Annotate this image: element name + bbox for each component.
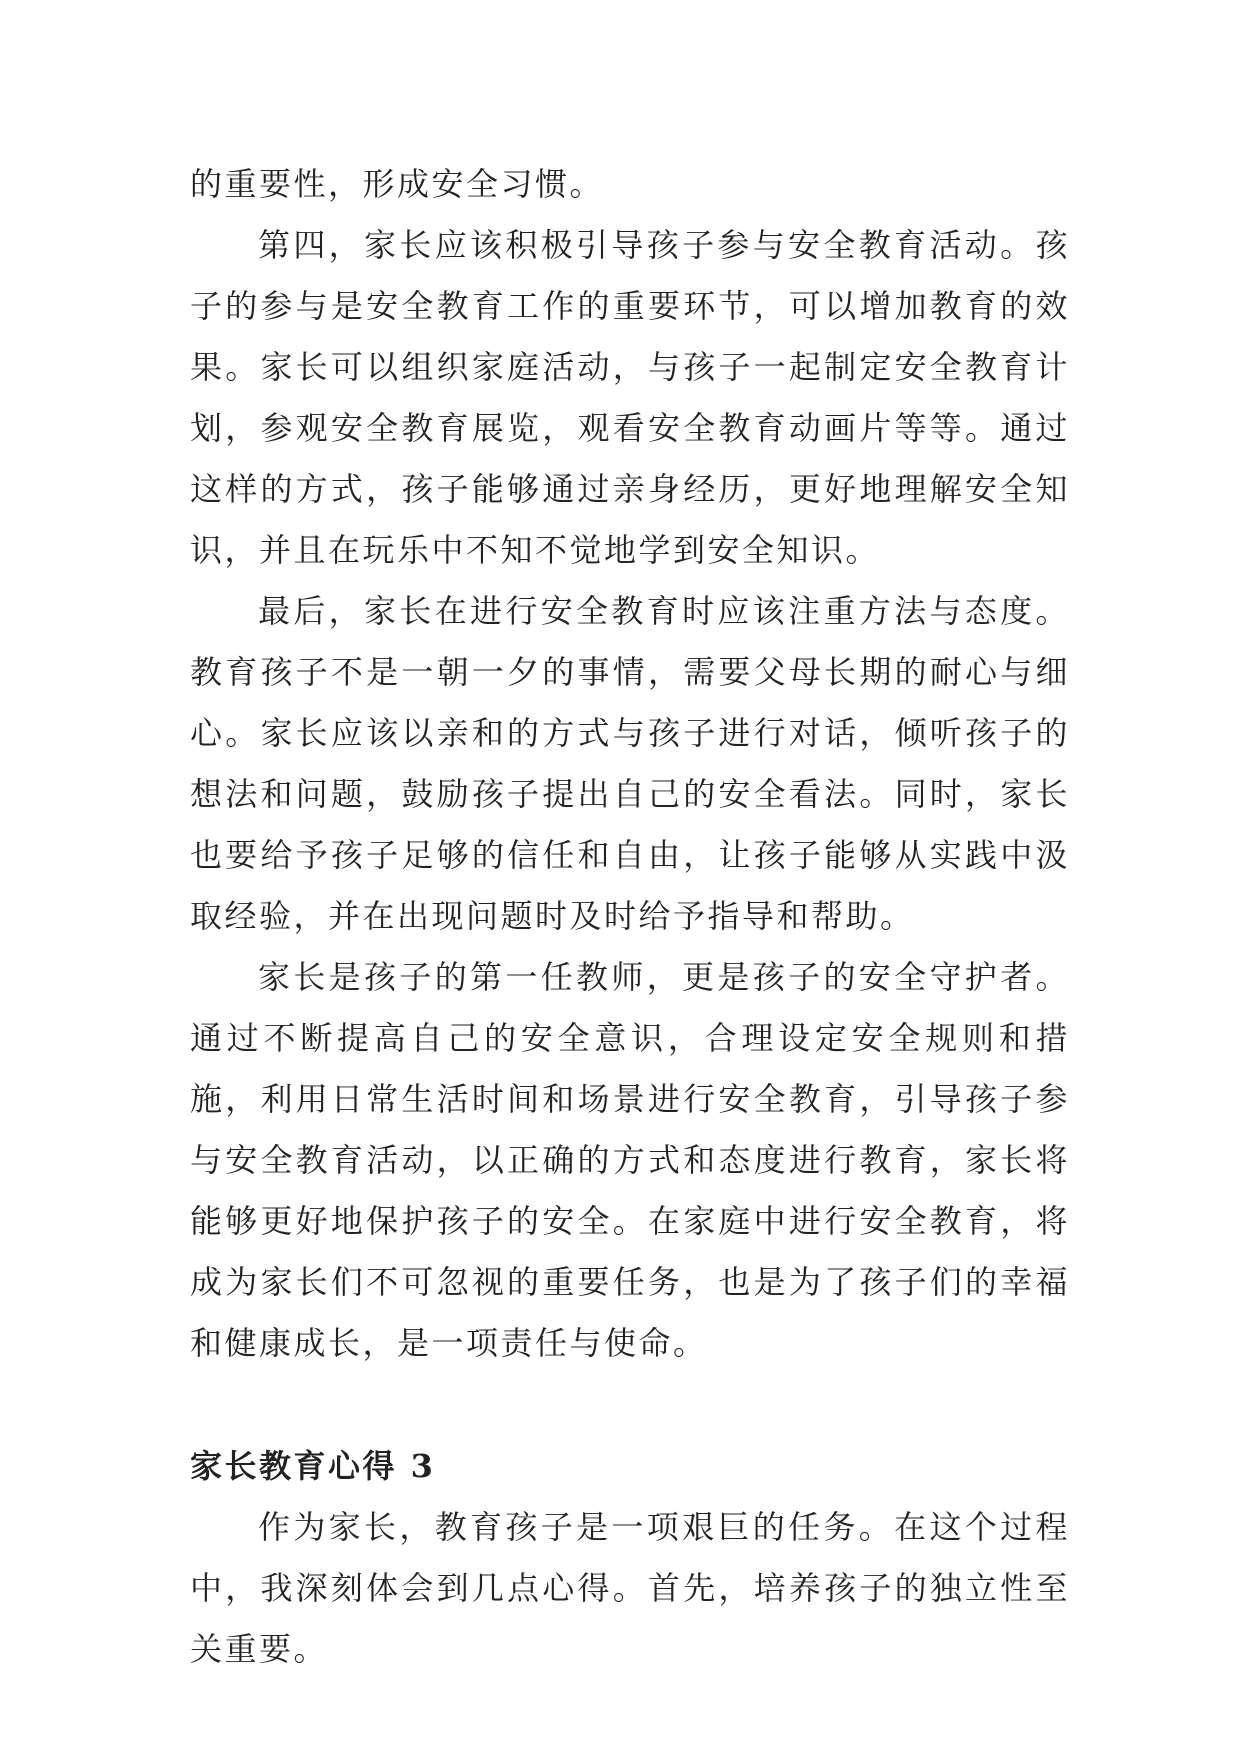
- paragraph-fourth-point: 第四，家长应该积极引导孩子参与安全教育活动。孩子的参与是安全教育工作的重要环节，可以增加教育的效果。家长可以组织家庭活动，与孩子一起制定安全教育计划，参观安全教育展览，观看安全教育动画片等等。通过这样的方式，孩子能够通过亲身经历，更好地理解安全知识，并且在玩乐中不知不觉地学到安全知识。: [190, 226, 1070, 569]
- paragraph-section-intro: 作为家长，教育孩子是一项艰巨的任务。在这个过程中，我深刻体会到几点心得。首先，培养孩子的独立性至关重要。: [190, 1508, 1070, 1668]
- paragraph-conclusion: 家长是孩子的第一任教师，更是孩子的安全守护者。通过不断提高自己的安全意识，合理设定安全规则和措施，利用日常生活时间和场景进行安全教育，引导孩子参与安全教育活动，以正确的方式和态度进行教育，家长将能够更好地保护孩子的安全。在家庭中进行安全教育，将成为家长们不可忽视的重要任务，也是为了孩子们的幸福和健康成长，是一项责任与使命。: [190, 958, 1070, 1362]
- paragraph-finally: 最后，家长在进行安全教育时应该注重方法与态度。教育孩子不是一朝一夕的事情，需要父母长期的耐心与细心。家长应该以亲和的方式与孩子进行对话，倾听孩子的想法和问题，鼓励孩子提出自己的安全看法。同时，家长也要给予孩子足够的信任和自由，让孩子能够从实践中汲取经验，并在出现问题时及时给予指导和帮助。: [190, 592, 1070, 935]
- paragraph-continuation: 的重要性，形成安全习惯。: [190, 165, 605, 203]
- section-heading: 家长教育心得 3: [190, 1447, 436, 1485]
- document-body: [190, 154, 1070, 1680]
